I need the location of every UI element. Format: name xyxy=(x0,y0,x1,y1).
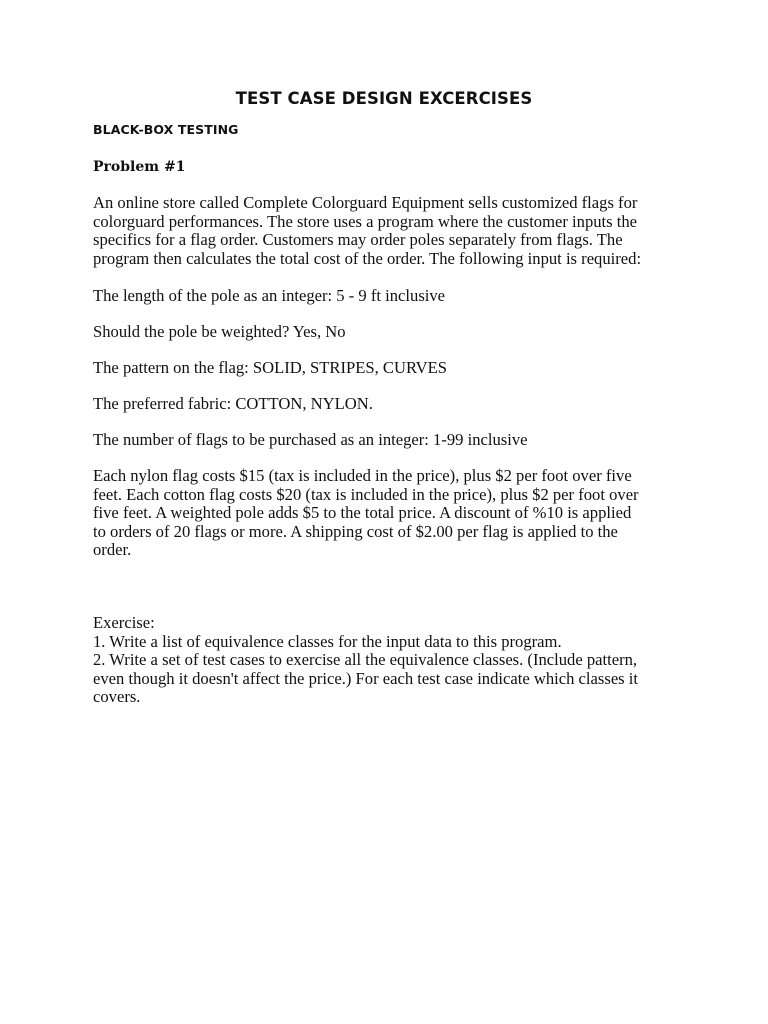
exercise-line: 1. Write a list of equivalence classes for the input data to this program. xyxy=(93,631,562,651)
input-pole-weighted: Should the pole be weighted? Yes, No xyxy=(93,322,346,341)
exercise-line: even though it doesn't affect the price.) For each test case indicate which classes it xyxy=(93,668,639,688)
input-pole-length: The length of the pole as an integer: 5 - 9 ft inclusive xyxy=(93,286,446,305)
pricing-line: five feet. A weighted pole adds $5 to the total price. A discount of %10 is applied xyxy=(93,503,632,522)
exercise-line: 2. Write a set of test cases to exercise all the equivalence classes. (Include pattern, xyxy=(93,650,638,669)
intro-line: specifics for a flag order. Customers may order poles separately from flags. The xyxy=(93,230,623,249)
pricing-line: feet. Each cotton flag costs $20 (tax is included in the price), plus $2 per foot over xyxy=(93,484,639,504)
pricing-line: Each nylon flag costs $15 (tax is included in the price), plus $2 per foot over five xyxy=(93,466,632,485)
exercise-line: covers. xyxy=(93,687,141,706)
problem-heading: Problem #1 xyxy=(93,159,186,175)
exercise-paragraph xyxy=(93,614,638,707)
intro-line: An online store called Complete Colorguard Equipment sells customized flags for xyxy=(93,193,638,212)
intro-line: program then calculates the total cost of the order. The following input is required: xyxy=(93,248,642,268)
intro-paragraph xyxy=(93,194,641,268)
pricing-line: order. xyxy=(93,540,132,559)
pricing-line: to orders of 20 flags or more. A shipping cost of $2.00 per flag is applied to the xyxy=(93,521,618,541)
input-flag-count: The number of flags to be purchased as an integer: 1-99 inclusive xyxy=(93,430,528,449)
exercise-heading: Exercise: xyxy=(93,613,155,632)
pricing-paragraph xyxy=(93,467,639,560)
intro-line: colorguard performances. The store uses a program where the customer inputs the xyxy=(93,211,638,231)
document-title: TEST CASE DESIGN EXCERCISES xyxy=(235,89,533,108)
input-flag-pattern: The pattern on the flag: SOLID, STRIPES, CURVES xyxy=(93,358,448,377)
section-heading: BLACK-BOX TESTING xyxy=(93,122,239,137)
input-fabric: The preferred fabric: COTTON, NYLON. xyxy=(93,394,373,413)
